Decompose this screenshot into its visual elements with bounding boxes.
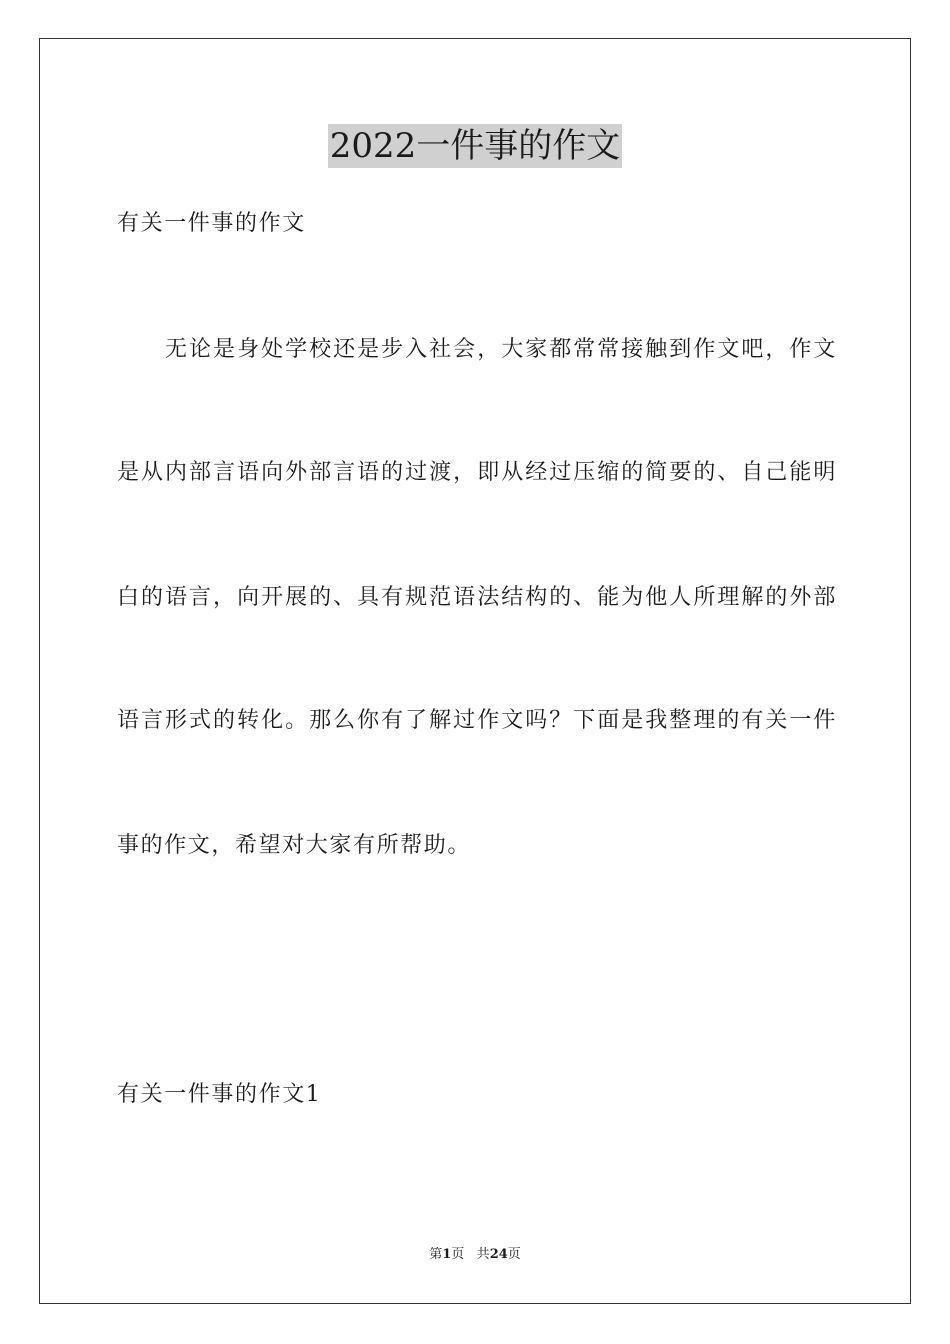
document-title: 2022一件事的作文	[329, 126, 621, 166]
intro-line-5: 事的作文，希望对大家有所帮助。	[117, 833, 472, 858]
footer-total-suffix: 页	[507, 1247, 521, 1262]
footer-total-pages: 24	[489, 1247, 508, 1262]
intro-line-1: 无论是身处学校还是步入社会，大家都常常接触到作文吧，作文	[117, 337, 837, 362]
document-subtitle: 有关一件事的作文	[117, 211, 306, 236]
footer-page-prefix: 第	[429, 1247, 443, 1262]
footer-page-number: 1	[442, 1247, 452, 1262]
intro-line-3: 白的语言，向开展的、具有规范语法结构的、能为他人所理解的外部	[117, 585, 837, 610]
footer-page-suffix: 页	[451, 1247, 465, 1262]
page-footer	[0, 1246, 950, 1264]
intro-line-4: 语言形式的转化。那么你有了解过作文吗？下面是我整理的有关一件	[117, 708, 837, 733]
intro-line-2: 是从内部言语向外部言语的过渡，即从经过压缩的简要的、自己能明	[117, 460, 837, 485]
section-heading: 有关一件事的作文1	[117, 1082, 322, 1107]
footer-total-prefix: 共	[476, 1247, 490, 1262]
title-container	[0, 124, 950, 168]
